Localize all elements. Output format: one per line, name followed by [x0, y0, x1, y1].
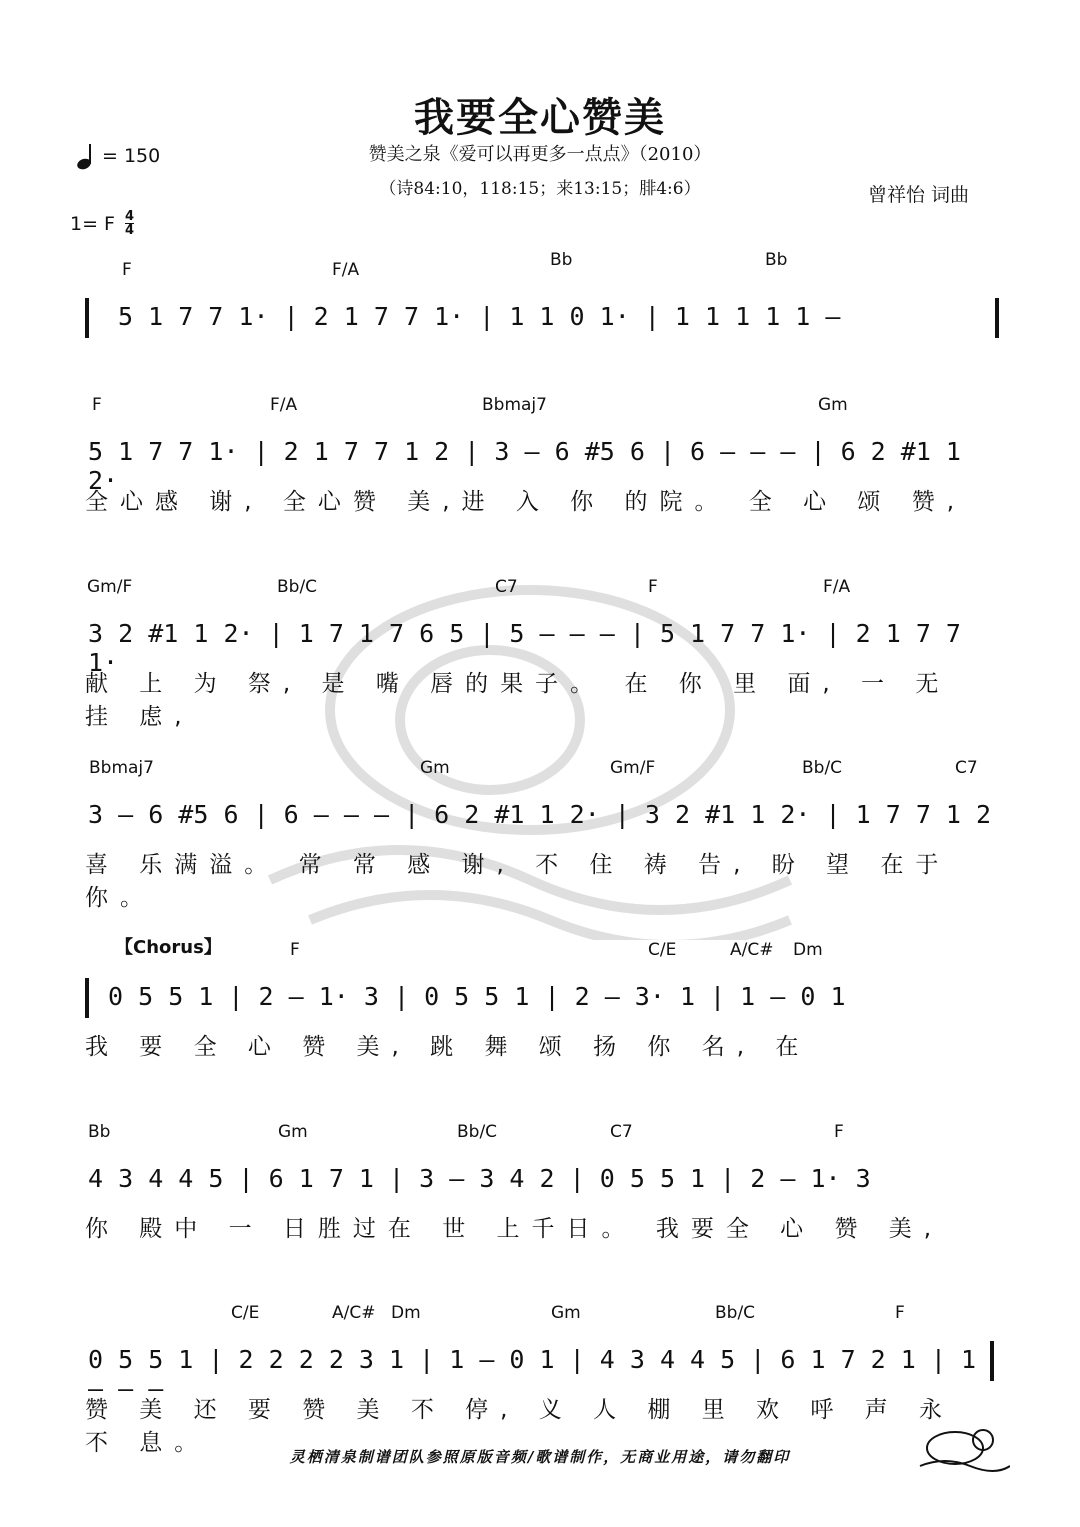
notes-row	[80, 978, 1000, 1024]
lyrics-text: 喜 乐满溢。 常 常 感 谢, 不 住 祷 告, 盼 望 在于 你。	[85, 852, 951, 911]
chord: F/A	[270, 395, 298, 415]
lyrics-text: 我 要 全 心 赞 美, 跳 舞 颂 扬 你 名, 在	[85, 1034, 811, 1060]
lyrics-text: 全心感 谢, 全心赞 美,进 入 你 的院。 全 心 颂 赞,	[85, 489, 967, 515]
tempo-value: = 150	[102, 145, 161, 167]
repeat-end-barline	[995, 298, 999, 338]
chord: Bb/C	[457, 1122, 498, 1142]
chord-row	[80, 940, 1000, 962]
chord: C/E	[648, 940, 677, 960]
notes-row	[80, 796, 1000, 842]
lyrics-row	[80, 1391, 1000, 1456]
section-barline	[85, 978, 89, 1018]
notes-row	[80, 433, 1000, 495]
chord: A/C#	[730, 940, 774, 960]
chord: F	[122, 260, 132, 280]
notes-row	[80, 1341, 1000, 1403]
lyrics-text: 你 殿中 一 日胜过在 世 上千日。 我要全 心 赞 美,	[85, 1216, 944, 1242]
chorus-label: 【Chorus】	[115, 937, 222, 958]
chord: Gm/F	[610, 758, 656, 778]
chord: Bbmaj7	[89, 758, 154, 778]
key-label: 1= F	[70, 212, 115, 235]
score-line-6	[80, 1122, 1000, 1252]
notes-text: 3 – 6 #5 6 | 6 – – – | 6 2 #1 1 2· | 3 2 #1 1 2· | 1 7 7 1 2	[88, 800, 992, 829]
chord: F	[648, 577, 658, 597]
chord: F	[834, 1122, 844, 1142]
scripture-refs: （诗84:10，118:15；来13:15；腓4:6）	[379, 179, 701, 199]
chord: C7	[955, 758, 978, 778]
chord: Gm	[420, 758, 450, 778]
score-line-2	[80, 395, 1000, 525]
lyrics-row	[80, 483, 1000, 513]
notes-text: 3 2 #1 1 2· | 1 7 1 7 6 5 | 5 – – – | 5 1 7 7 1· | 2 1 7 7 1·	[88, 619, 961, 677]
notes-row	[80, 298, 1000, 344]
chord: Bb	[88, 1122, 111, 1142]
chord: F	[290, 940, 300, 960]
quarter-note-icon	[76, 142, 94, 170]
chord: Bb/C	[715, 1303, 756, 1323]
score-line-4	[80, 758, 1000, 911]
album-subtitle: 赞美之泉《爱可以再更多一点点》（2010）	[368, 144, 712, 165]
lyrics-text: 赞 美 还 要 赞 美 不 停, 义 人 棚 里 欢 呼 声 永 不 息。	[85, 1397, 954, 1456]
chord: Bb/C	[277, 577, 318, 597]
score-line-3	[80, 577, 1000, 730]
chord: Bbmaj7	[482, 395, 547, 415]
chord: Gm/F	[87, 577, 133, 597]
notes-row	[80, 615, 1000, 677]
chord-row	[80, 1303, 1000, 1325]
footer-note: 灵栖清泉制谱团队参照原版音频/歌谱制作，无商业用途，请勿翻印	[289, 1448, 791, 1466]
chord: F	[92, 395, 102, 415]
final-barline	[990, 1341, 994, 1381]
score-line-5	[80, 940, 1000, 1070]
notes-text: 0 5 5 1 | 2 – 1· 3 | 0 5 5 1 | 2 – 3· 1 | 1 – 0 1	[108, 982, 846, 1011]
chord-row	[80, 577, 1000, 599]
chord: A/C#	[332, 1303, 376, 1323]
chord: F/A	[823, 577, 851, 597]
time-top: 4	[124, 209, 135, 224]
author-credit: 曾祥怡 词曲	[868, 184, 970, 206]
notes-text: 5 1 7 7 1· | 2 1 7 7 1 2 | 3 – 6 #5 6 | 6 – – – | 6 2 #1 1 2·	[88, 437, 961, 495]
chord-row	[80, 758, 1000, 780]
chord: C7	[610, 1122, 633, 1142]
chord: Gm	[818, 395, 848, 415]
chord: Bb	[765, 250, 788, 270]
lamb-logo-icon	[915, 1418, 1010, 1473]
notes-row	[80, 1160, 1000, 1206]
chord: Dm	[391, 1303, 421, 1323]
song-title: 我要全心赞美	[414, 95, 666, 141]
tempo-marking	[76, 142, 160, 170]
chord: Gm	[551, 1303, 581, 1323]
chord-row	[80, 250, 1000, 280]
notes-text: 5 1 7 7 1· | 2 1 7 7 1· | 1 1 0 1· | 1 1 1 1 1 –	[118, 302, 841, 331]
time-signature	[125, 210, 134, 237]
chord: Bb/C	[802, 758, 843, 778]
chord: F	[895, 1303, 905, 1323]
chord: F/A	[332, 260, 360, 280]
lyrics-row	[80, 846, 1000, 911]
lyrics-row	[80, 665, 1000, 730]
chord: C/E	[231, 1303, 260, 1323]
chord: Gm	[278, 1122, 308, 1142]
chord-row	[80, 395, 1000, 417]
chord: C7	[495, 577, 518, 597]
time-bottom: 4	[124, 223, 135, 238]
chord: Dm	[793, 940, 823, 960]
lyrics-text: 献 上 为 祭, 是 嘴 唇的果子。 在 你 里 面, 一 无 挂 虑,	[85, 671, 951, 730]
notes-text: 0 5 5 1 | 2 2 2 2 3 1 | 1 – 0 1 | 4 3 4 4 5 | 6 1 7 2 1 | 1 – – –	[88, 1345, 977, 1403]
repeat-start-barline	[85, 298, 89, 338]
score-line-7	[80, 1303, 1000, 1456]
notes-text: 4 3 4 4 5 | 6 1 7 1 | 3 – 3 4 2 | 0 5 5 1 | 2 – 1· 3	[88, 1164, 871, 1193]
lyrics-row	[80, 1210, 1000, 1240]
chord-row	[80, 1122, 1000, 1144]
key-signature	[70, 210, 134, 237]
lyrics-row	[80, 1028, 1000, 1058]
chord: Bb	[550, 250, 573, 270]
score-line-1	[80, 250, 1000, 360]
